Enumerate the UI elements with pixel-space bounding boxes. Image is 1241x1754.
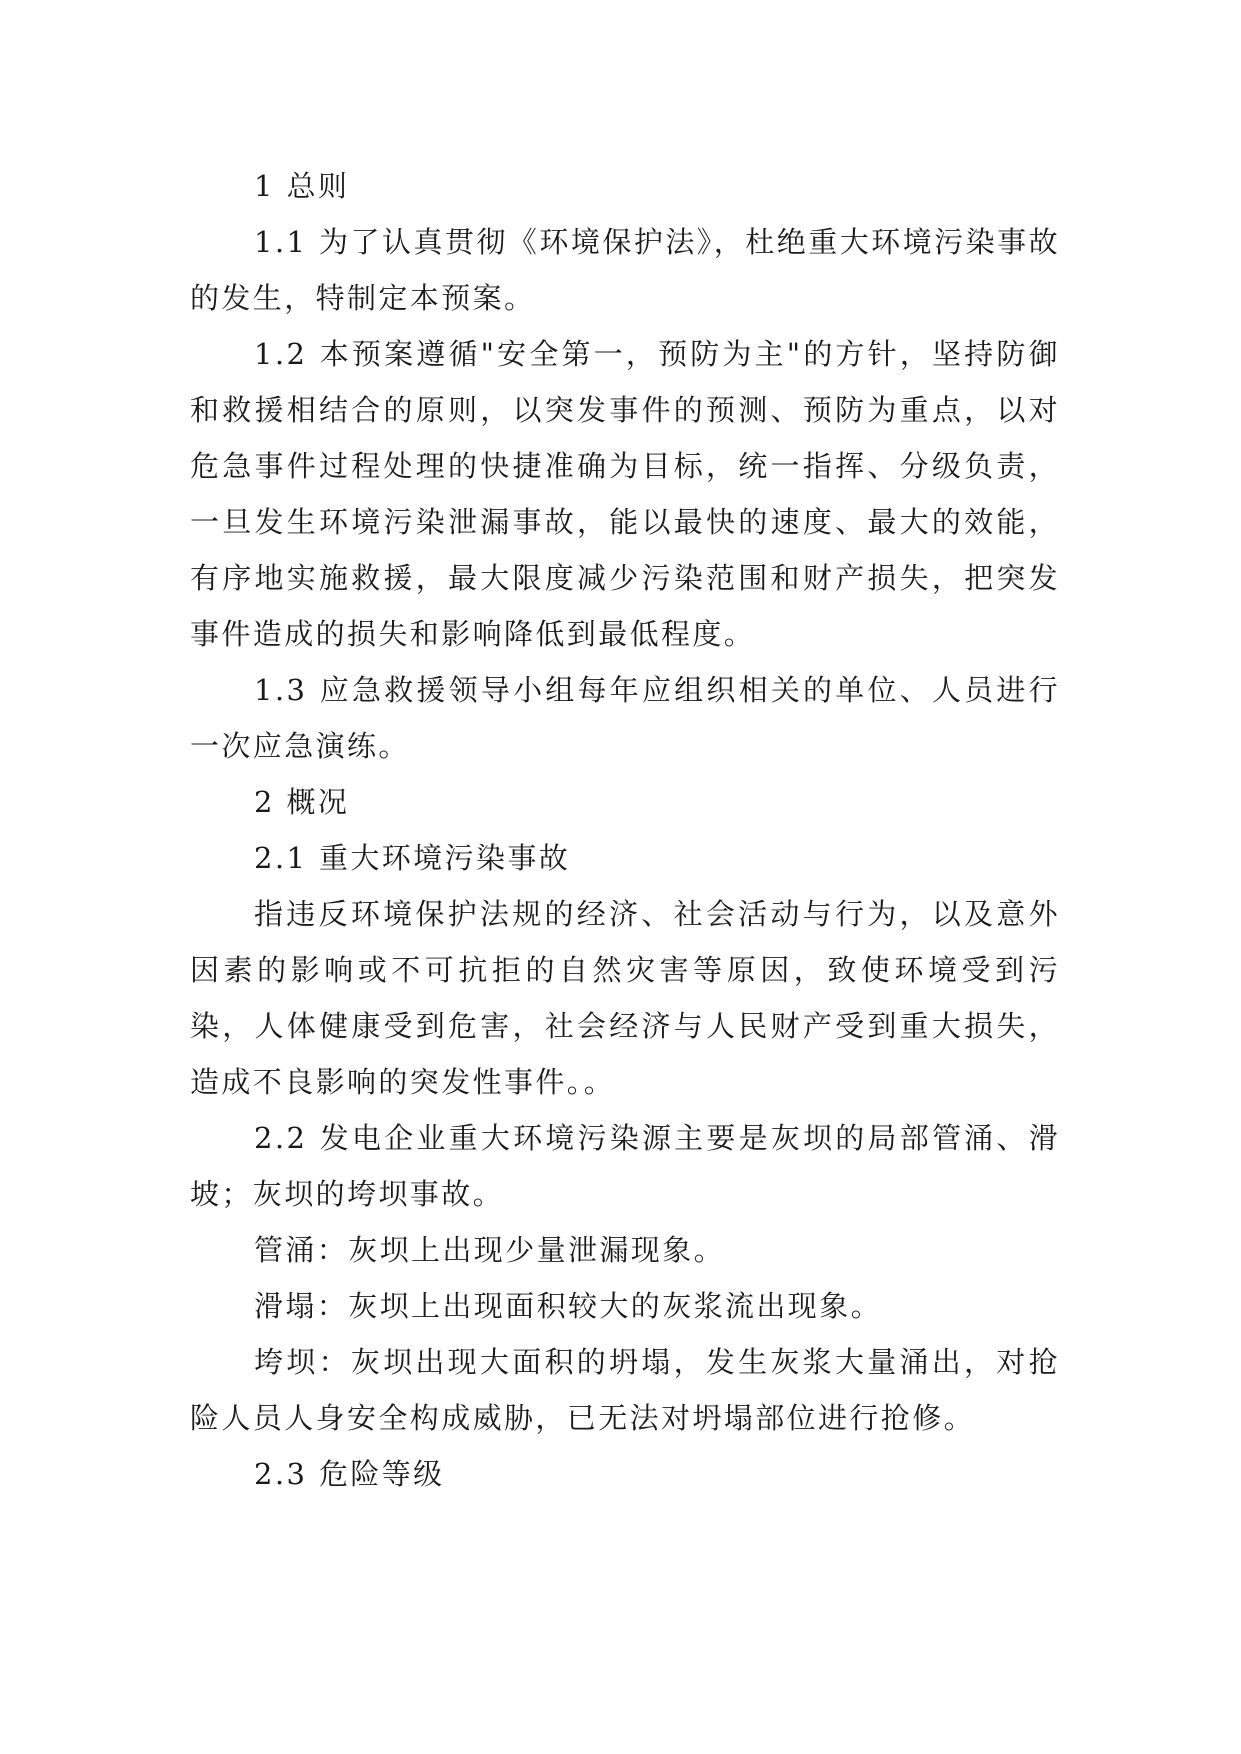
subsection-heading-2-3: 2.3 危险等级 (254, 1457, 445, 1491)
paragraph-definition: 指违反环境保护法规的经济、社会活动与行为，以及意外因素的影响或不可抗拒的自然灾害等原因，致使环境受到污染，人体健康受到危害，社会经济与人民财产受到重大损失，造成不良影响的突发性事件。。 (190, 897, 1060, 1099)
paragraph-piping: 管涌：灰坝上出现少量泄漏现象。 (254, 1233, 726, 1267)
paragraph-1-1: 1.1 为了认真贯彻《环境保护法》，杜绝重大环境污染事故的发生，特制定本预案。 (190, 225, 1060, 315)
section-heading-general: 1 总则 (254, 169, 350, 203)
paragraph-2-2: 2.2 发电企业重大环境污染源主要是灰坝的局部管涌、滑坡；灰坝的垮坝事故。 (190, 1121, 1060, 1211)
subsection-heading-2-1: 2.1 重大环境污染事故 (254, 841, 571, 875)
section-heading-overview: 2 概况 (254, 785, 350, 819)
paragraph-1-2: 1.2 本预案遵循"安全第一，预防为主"的方针，坚持防御和救援相结合的原则，以突发事件的预测、预防为重点，以对危急事件过程处理的快捷准确为目标，统一指挥、分级负责，一旦发生环境污染泄漏事故，能以最快的速度、最大的效能，有序地实施救援，最大限度减少污染范围和财产损失，把突发事件造成的损失和影响降低到最低程度。 (190, 337, 1060, 651)
paragraph-slump: 滑塌：灰坝上出现面积较大的灰浆流出现象。 (254, 1289, 883, 1323)
document-body (190, 158, 1060, 1502)
paragraph-dam-collapse: 垮坝：灰坝出现大面积的坍塌，发生灰浆大量涌出，对抢险人员人身安全构成威胁，已无法对坍塌部位进行抢修。 (190, 1345, 1060, 1435)
paragraph-1-3: 1.3 应急救援领导小组每年应组织相关的单位、人员进行一次应急演练。 (190, 673, 1060, 763)
